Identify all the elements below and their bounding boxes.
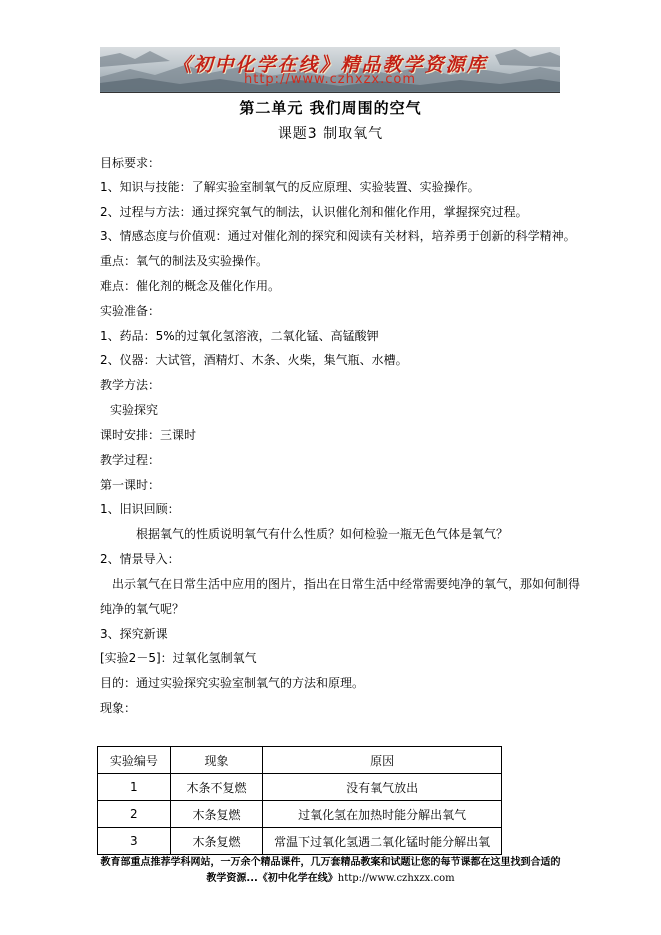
cell-phenomenon: 木条不复燃 [170,774,263,801]
class-hours: 课时安排：三课时 [100,428,197,442]
cell-number: 1 [98,774,171,801]
objective-knowledge: 1、知识与技能：了解实验室制氧气的反应原理、实验装置、实验操作。 [100,180,480,194]
footer-promo-line1: 教育部重点推荐学科网站，一万余个精品课件，几万套精品教案和试题让您的每节课都在这里找到合适的 [100,857,561,868]
cell-phenomenon: 木条复燃 [170,828,263,855]
teaching-method: 实验探究 [110,403,159,417]
lesson-title: 课题3 制取氧气 [277,126,384,142]
table-row [98,774,502,801]
scenario-heading: 2、情景导入： [100,552,180,566]
header-experiment-number: 实验编号 [98,747,171,774]
preparation-heading: 实验准备： [100,304,161,318]
teaching-method-heading: 教学方法： [100,378,161,392]
experiment-purpose: 目的：通过实验探究实验室制氧气的方法和原理。 [100,676,365,690]
first-lesson-heading: 第一课时： [100,478,161,492]
cell-number: 2 [98,801,171,828]
cell-reason: 过氧化氢在加热时能分解出氧气 [263,801,502,828]
cell-phenomenon: 木条复燃 [170,801,263,828]
review-question: 根据氧气的性质说明氧气有什么性质？如何检验一瓶无色气体是氧气？ [136,527,509,541]
objective-process: 2、过程与方法：通过探究氧气的制法，认识催化剂和催化作用，掌握探究过程。 [100,205,528,219]
cell-number: 3 [98,828,171,855]
teaching-process-heading: 教学过程： [100,453,161,467]
preparation-instruments: 2、仪器：大试管，酒精灯、木条、火柴，集气瓶、水槽。 [100,353,408,367]
cell-reason: 常温下过氧化氢遇二氧化锰时能分解出氧 [263,828,502,855]
header-reason: 原因 [263,747,502,774]
objectives-heading: 目标要求： [100,156,161,170]
phenomena-heading: 现象： [100,701,137,715]
unit-title: 第二单元 我们周围的空气 [239,99,422,117]
footer-promo-line2 [0,869,661,884]
experiment-table [97,746,502,855]
preparation-chemicals: 1、药品：5%的过氧化氢溶液，二氧化锰、高锰酸钾 [100,329,379,343]
difficult-point: 难点：催化剂的概念及催化作用。 [100,279,281,293]
table-row [98,828,502,855]
scenario-text-line1: 出示氧气在日常生活中应用的图片，指出在日常生活中经常需要纯净的氧气，那如何制得 [112,577,581,591]
table-row [98,801,502,828]
objective-attitude: 3、情感态度与价值观：通过对催化剂的探究和阅读有关材料，培养勇于创新的科学精神。 [100,229,576,243]
scenario-text-line2: 纯净的氧气呢？ [100,602,185,616]
table-header-row [98,747,502,774]
key-point: 重点：氧气的制法及实验操作。 [100,254,269,268]
banner-title: 《初中化学在线》精品教学资源库 [172,54,488,76]
cell-reason: 没有氧气放出 [263,774,502,801]
review-heading: 1、旧识回顾： [100,502,180,516]
header-divider [100,92,560,93]
banner-url-link[interactable]: http://www.czhxzx.com [244,72,416,87]
header-phenomenon: 现象 [170,747,263,774]
footer-promo-text: 教学资源...《初中化学在线》 [206,873,338,884]
header-banner [100,47,560,92]
experiment-title: [实验2－5]：过氧化氢制氧气 [100,651,257,665]
explore-heading: 3、探究新课 [100,627,168,641]
footer-url-link[interactable]: http://www.czhxzx.com [337,873,455,884]
